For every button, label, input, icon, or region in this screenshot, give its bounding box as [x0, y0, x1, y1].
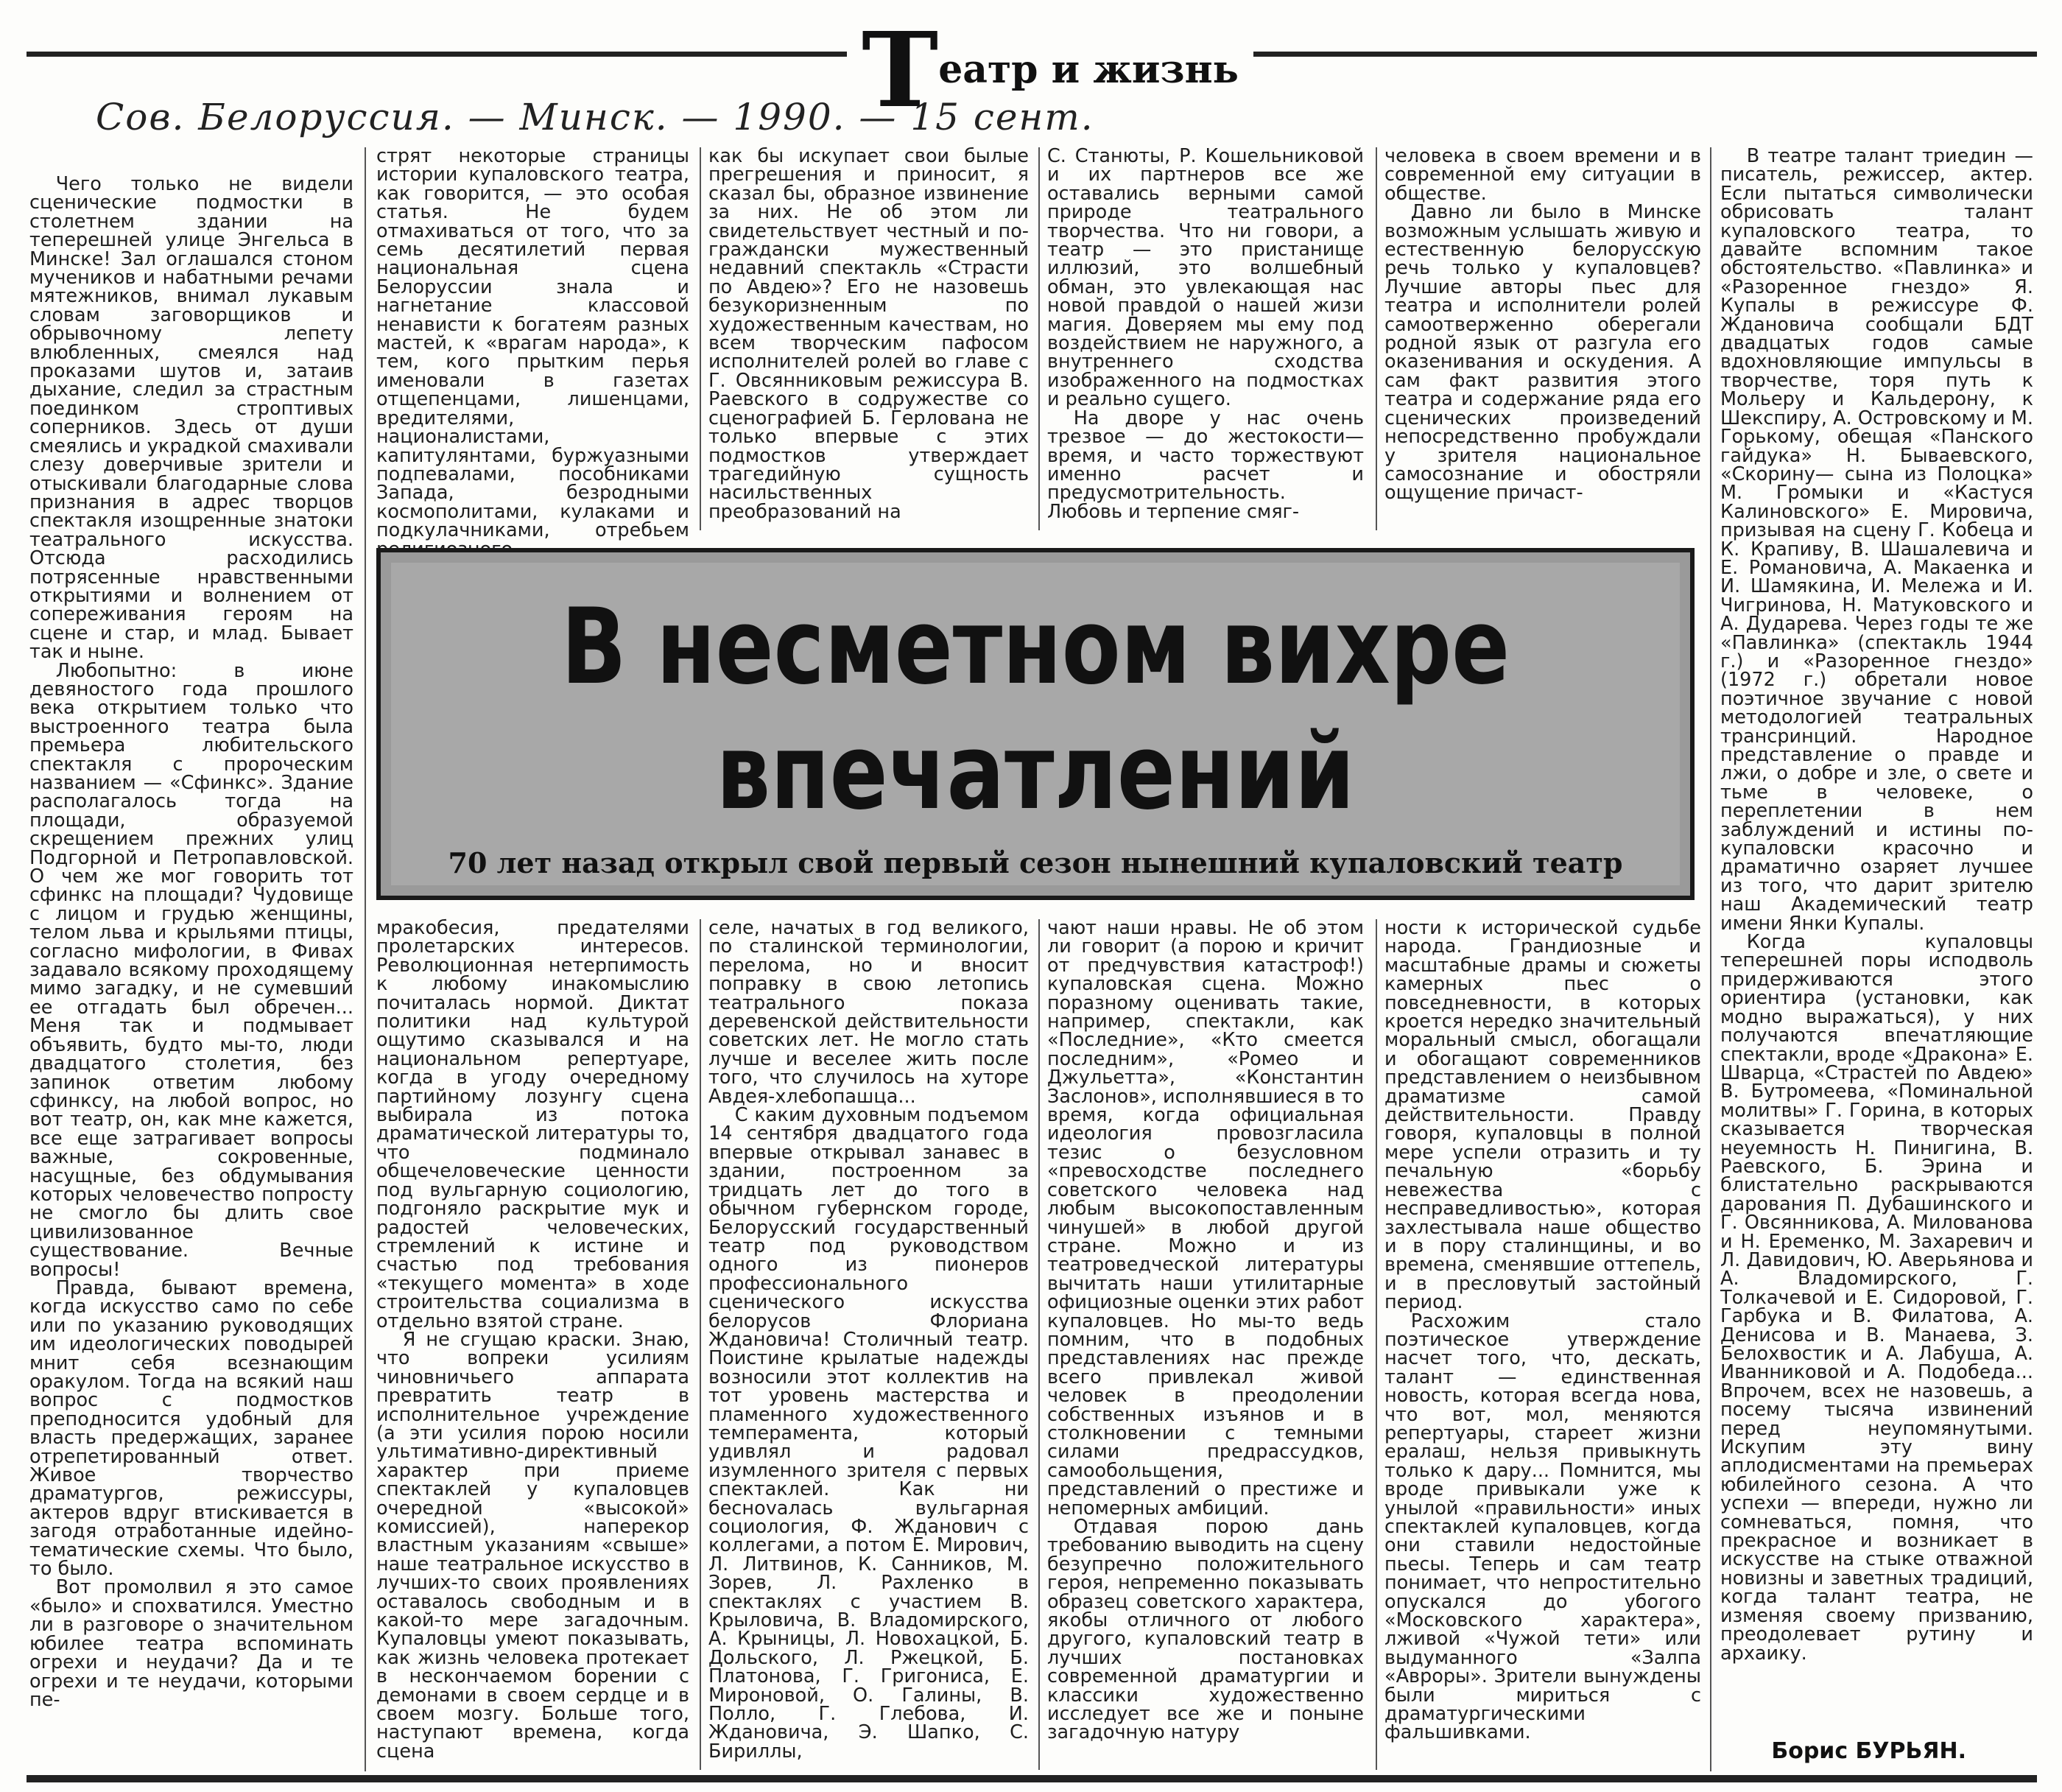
author-byline: Борис БУРЬЯН.: [1771, 1738, 1966, 1764]
rubric-text: еатр и жизнь: [938, 47, 1239, 92]
bottom-rule: [27, 1775, 2037, 1782]
headline-box: [376, 548, 1695, 900]
column-5-top: [1384, 147, 1701, 530]
handwritten-source-note: Сов. Белоруссия. — Минск. — 1990. — 15 сент.: [96, 96, 1094, 138]
article-paragraph: В театре талант триедин — писатель, режиссер, актер. Если пытаться символически обрисовать талант купаловского театра, то давайте вспомним такое обстоятельство. «Павлинка» и «Разоренное гнездо» Я. Купалы в режиссуре Ф. Ждановича сообщали БДТ двадцатых годов самые вдохновляющие импульсы в творчестве, торя путь к Мольеру и Кальдерону, к Шекспиру, А. Островскому и М. Горькому, обещая «Панского гайдука» Н. Бываевского, «Скорину— сына из Полоцка» М. Громыки и «Кастуся Калиновского» Е. Мировича, призывая на сцену Г. Кобеца и К. Крапиву, В. Шашалевича и Е. Романовича, А. Макаенка и И. Шамякина, И. Мележа и И. Чигринова, Н. Матуковского и А. Дударева. Через годы те же «Павлинка» (спектакль 1944 г.) и «Разоренное гнездо» (1972 г.) обретали новое поэтичное звучание с новой методологией театральных трансринций. Народное представление о правде и лжи, о добре и зле, о свете и тьме в человеке, о переплетении в нем заблуждений и истины по-купаловски красочно и драматично озаряет лучшее из того, что дарит зрителю наш Академический театр имени Янки Купалы.: [1720, 145, 2033, 935]
column-4-top: [1047, 147, 1364, 530]
article-paragraph: Любопытно: в июне девяностого года прошлого века открытием только что выстроенного театра была премьера любительского спектакля с пророческим названием — «Сфинкс». Здание располагалось тогда на площади, образуемой скрещением прежних улиц Подгорной и Петропавловской. О чем же мог говорить тот сфинкс на площади? Чудовище с лицом и грудью женщины, телом льва и крыльями птицы, согласно мифологии, в Фивах задавало всякому проходящему мимо загадку, и не сумевший ее отгадать был обречен... Меня так и подмывает объявить, будто мы-то, люди двадцатого столетия, без запинок ответим любому сфинксу, на любой вопрос, но вот театр, он, как мне кажется, все еще затрагивает вопросы важные, сокровенные, насущные, без обдумывания которых человечество попросту не смогло бы длить свое цивилизованное существование. Вечные вопросы!: [29, 659, 353, 1281]
column-divider: [1038, 919, 1040, 1770]
article-paragraph: Когда купаловцы теперешней поры исподволь придерживаются этого ориентира (установки, как модно выражаться), у них получаются впечатляющие спектакли, вроде «Дракона» Е. Шварца, «Страстей по Авдею» В. Бутромеева, «Поминальной молитвы» Г. Горина, в которых сказывается творческая неуемность Н. Пинигина, В. Раевского, Б. Эрина и блистательно раскрываются дарования П. Дубашинского и Г. Овсянникова, А. Милованова и Н. Еременко, М. Захаревич и Л. Давидович, Ю. Аверьянова и А. Владомирского, Г. Толкачевой и Е. Сидоровой, Г. Гарбука и В. Филатова, А. Денисова и В. Манаева, З. Белохвостик и А. Лабуша, А. Иванниковой и А. Подобеда... Впрочем, всех не назовешь, а посему тысяча извинений перед неупомянутыми. Искупим эту вину аплодисментами на премьерах юбилейного сезона. А что успехи — впереди, нужно ли сомневаться, помня, что прекрасное и возникает в искусстве на стыке отважной новизны и заветных традиций, когда талант театра, не изменяя своему призванию, преодолевает рутину и архаику.: [1720, 931, 2033, 1665]
article-paragraph: Давно ли было в Минске возможным услышать живую и естественную белорусскую речь только у купаловцев? Лучшие авторы пьес для театра и исполнители ролей самоотверженно оберегали родной язык от разгула его оказенивания и оскудения. А сам факт развития этого театра и содержание ряда его сценических произведений непосредственно пробуждали у зрителя национальное самосознание и обостряли ощущение причаст-: [1384, 201, 1701, 505]
article-paragraph: стрят некоторые страницы истории купаловского театра, как говорится, — это особая статья. Не будем отмахиваться от того, что за семь десятилетий первая национальная сцена Белоруссии знала и нагнетание классовой ненависти к богатеям разных мастей, к «врагам народа», к тем, кого прытким перья именовали в газетах отщепенцами, лишенцами, вредителями, националистами, капитулянтами, буржуазными подпевалами, пособниками Запада, безродными космополитами, кулаками и подкулачниками, отребьем: [376, 145, 689, 542]
column-5-bottom: [1384, 919, 1701, 1766]
article-paragraph: чают наши нравы. Не об этом ли говорит (а порою и кричит от предчувствия катастроф!) купаловская сцена. Можно поразному оценивать такие, например, спектакли, как «Последние», «Кто смеется последним», «Ромео и Джульетта», «Константин Заслонов», исполнявшиеся в то время, когда официальная идеология провозгласила тезис о безусловном «превосходстве последнего советского человека над любым высокопоставленным чинушей» в любой другой стране. Можно и из театроведческой литературы вычитать наши утилитарные официозные оценки этих работ купаловцев. Но мы-то ведь помним, что в подобных представлениях нас прежде всего привлекал живой человек в преодолении собственных изъянов и в столкновении с темными силами предрассудков, самообольщения, представлений о престиже и непомерных амбиций.: [1047, 917, 1364, 1519]
article-paragraph: ности к исторической судьбе народа. Грандиозные и масштабные драмы и сюжеты камерных пьес о повседневности, в которых кроется нередко значительный моральный смысл, обогащали и обогащают современников представлением о неизбывном драматизме самой действительности. Правду говоря, купаловцы в полной мере успели отразить и ту печальную «борьбу невежества с несправедливостью», которая захлестывала наше общество и в пору сталинщины, и во времена, сменявшие оттепель, и в пресловутый застойный период.: [1384, 917, 1701, 1314]
column-6: [1720, 147, 2033, 1724]
section-rubric: [847, 10, 1253, 131]
headline-background: [391, 563, 1680, 885]
article-paragraph: мракобесия, предателями пролетарских интересов. Революционная нетерпимость к любому инакомыслию почиталась нормой. Диктат политики над культурой ощутимо сказывался и на национальном репертуаре, когда в угоду очередному партийному лозунгу сцена выбирала из потока драматической литературы то, что подминало общечеловеческие ценности под вульгарную социологию, подгоняло раскрытие мук и радостей человеческих, стремлений к истине и счастью под требования «текущего момента» в ходе строительства социализма в отдельно взятой стране.: [376, 917, 689, 1332]
column-divider: [1710, 147, 1711, 1771]
column-divider: [365, 147, 366, 1771]
column-3-bottom: [708, 919, 1029, 1766]
column-1: [29, 175, 353, 1770]
article-subheadline: 70 лет назад открыл свой первый сезон нынешний купаловский театр: [448, 846, 1623, 879]
rubric-initial: Т: [862, 10, 939, 131]
article-paragraph: как бы искупает свои былые прегрешения и приносит, я сказал бы, образное извинение за них. Не об этом ли свидетельствует честный и по-граждански мужественный недавний спектакль «Страсти по Авдею»? Его не назовешь безукоризненным по художественным качествам, но всем творческим пафосом исполнителей ролей во главе с Г. Овсянниковым режиссура В. Раевского в содружестве со сценографией Б. Герлована не только впервые с этих подмостков утверждает трагедийную сущность насильственных преобразований на: [708, 145, 1029, 523]
article-paragraph: Вот промолвил я это самое «было» и спохватился. Уместно ли в разговоре о значительном юбилее театра вспоминать огрехи и неудачи? Да и те огрехи и те неудачи, которыми пе-: [29, 1576, 353, 1711]
column-2-top: [376, 145, 689, 542]
article-paragraph: человека в своем времени и в современной ему ситуации в обществе.: [1384, 145, 1701, 205]
column-divider: [1038, 147, 1040, 530]
column-divider: [700, 919, 701, 1770]
article-paragraph: селе, начатых в год великого, по сталинской терминологии, перелома, но и вносит поправку в свою летопись театрального показа деревенской действительности советских лет. Не могло стать лучше и веселее жить после того, что случилось на хуторе Авдея-хлебопашца...: [708, 917, 1029, 1108]
article-paragraph: С каким духовным подъемом 14 сентября двадцатого года впервые открывал занавес в здании, построенном за тридцать лет до того в обычном губернском городе, Белорусский государственный театр под руководством одного из пионеров профессионального сценического искусства белорусов Флориана Ждановича! Столичный театр. Поистине крылатые надежды возносили этот коллектив на тот уровень мастерства и пламенного художественного темперамента, который удивлял и радовал изумленного зрителя с первых спектаклей. Как ни беснovалась вульгарная социология, Ф. Жданович с коллегами, а потом Е. Мирович, Л. Литвинов, К. Санников, М. Зорев, Л. Рахленко в спектаклях с участием В. Крыловича, В. Владомирского, А. Крыницы, Л. Новохацкой, Б. Дольского, Л. Ржецкой, Б. Платонова, Г. Григониса, Е. Мироновой, О. Галины, В. Полло, Г. Глебова, И. Ждановича, Э. Шапко, С. Бириллы,: [708, 1104, 1029, 1763]
article-paragraph: Правда, бывают времена, когда искусство само по себе или по указанию руководящих им идеологических поводырей мнит себя всезнающим оракулом. Тогда на всякий наш вопрос с подмостков преподносится удобный для власть предержащих, заранее отрепетированный ответ. Живое творчество драматургов, режиссуры, актеров вдруг втискивается в загодя отработанные идейно-тематические схемы. Что было, то было.: [29, 1276, 353, 1581]
article-paragraph: С. Станюты, Р. Кошельниковой и их партнеров все же оставались верными самой природе театрального творчества. Что ни говори, а театр — это пристанище иллюзий, это волшебный обман, это увлекающая нас новой правдой о нашей жизи магия. Доверяем мы ему под воздействием не наружного, а внутреннего сходства изображенного на подмостках и реально сущего.: [1047, 145, 1364, 411]
column-2-bottom: [376, 919, 689, 1766]
article-headline: В несметном вихре впечатлений: [560, 586, 1510, 833]
article-paragraph: Расхожим стало поэтическое утверждение насчет того, что, дескать, талант — единственная новость, которая всегда нова, что вот, мол, меняются репертуары, стареет жизни ералаш, нельзя привыкнуть только к дару... Помнится, мы вроде привыкали уже к унылой «правильности» иных спектаклей купаловцев, когда они ставили недостойные пьесы. Теперь и сам театр понимает, что непростительно опускался до убогого «Московского характера», лживой «Чужой тети» или выдуманного «Залпа «Авроры». Зрители вынуждены были мириться с драматургическими фальшивками.: [1384, 1310, 1701, 1744]
article-paragraph: Я не сгущаю краски. Знаю, что вопреки усилиям чиновничьего аппарата превратить театр в исполнительное учреждение (а эти усилия порою носили ультимативно-директивный характер при приеме спектаклей у купаловцев очередной «высокой» комиссией), наперекор властным указаниям «свыше» наше театральное искусство в лучших-то своих проявлениях оставалось свободным и в какой-то мере загадочным. Купаловцы умеют показывать, как жизнь человека протекает в нескончаемом борении с демонами в своем сердце и в своем мозгу. Больше того, наступают времена, когда сцена: [376, 1328, 689, 1763]
article-paragraph: Чего только не видели сценические подмостки в столетнем здании на теперешней улице Энгельса в Минске! Зал оглашался стоном мучеников и набатными речами мятежников, внимал лукавым словам заговорщиков и обрывочному лепету влюбленных, смеялся над проказами шутов и, затаив дыхание, следил за страстным поединком строптивых соперников. Здесь от души смеялись и украдкой смахивали слезу доверчивые зрители и отыскивали благодарные слова признания в адрес творцов спектакля изощренные знатоки театрального искусства. Отсюда расходились потрясенные нравственными открытиями и волнением от сопереживания героям на сцене и стар, и млад. Бывает так и ныне.: [29, 173, 353, 664]
article-paragraph: На дворе у нас очень трезвое — до жестокости—время, и часто торжествуют именно расчет и предусмотрительность. Любовь и терпение смяг-: [1047, 407, 1364, 523]
column-divider: [700, 147, 701, 530]
column-divider: [1376, 919, 1377, 1770]
article-paragraph: Отдавая порою дань требованию выводить на сцену безупречно положительного героя, непременно показывать образец советского характера, якобы отличного от любого другого, купаловский театр в лучших постановках современной драматургии и классики художественно исследует все же и поныне загадочную натуру: [1047, 1516, 1364, 1744]
column-3-top: [708, 147, 1029, 530]
column-4-bottom: [1047, 919, 1364, 1766]
column-divider: [1376, 147, 1377, 530]
